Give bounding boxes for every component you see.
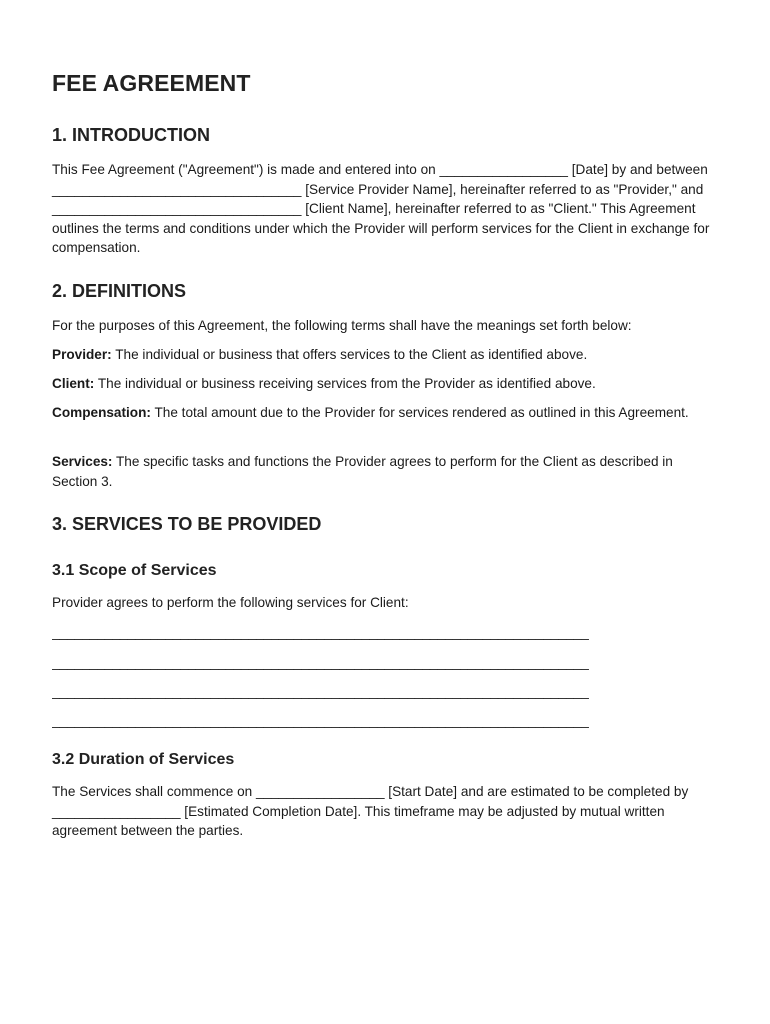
definition-term: Provider: (52, 347, 112, 362)
definition-services (52, 452, 720, 491)
document-title: FEE AGREEMENT (52, 70, 251, 96)
section-heading-services: 3. SERVICES TO BE PROVIDED (52, 514, 322, 534)
subsection-heading-duration: 3.2 Duration of Services (52, 751, 235, 768)
section-heading-definitions: 2. DEFINITIONS (52, 281, 187, 301)
scope-blank-line[interactable]: _______________________________________________________________________ (52, 684, 589, 699)
definition-term: Services: (52, 454, 113, 469)
definition-provider (52, 345, 720, 365)
duration-paragraph: The Services shall commence on _________________ [Start Date] and are estimated to be completed by _________________ [Estimated Completion Date]. This timeframe may be adjusted by mutual written agreement between the parties. (52, 784, 689, 839)
definition-compensation (52, 403, 720, 423)
introduction-paragraph: This Fee Agreement ("Agreement") is made and entered into on _________________ [Date] by and between _________________________________ [Service Provider Name], hereinafter referred to as "Provider," and _________________________________ [Client Name], hereinafter referred to as "Client." This Agreement outlines the terms and conditions under which the Provider will perform services for the Client in exchange for compensation. (52, 162, 710, 256)
scope-blank-line[interactable]: _______________________________________________________________________ (52, 713, 589, 728)
section-heading-introduction: 1. INTRODUCTION (52, 125, 211, 145)
definition-text: The individual or business receiving services from the Provider as identified above. (94, 376, 596, 391)
definition-text: The total amount due to the Provider for services rendered as outlined in this Agreement. (150, 405, 689, 420)
scope-blank-line[interactable]: _______________________________________________________________________ (52, 625, 589, 640)
definition-term: Compensation: (52, 405, 151, 420)
definition-client (52, 374, 720, 394)
subsection-heading-scope: 3.1 Scope of Services (52, 562, 217, 579)
scope-intro: Provider agrees to perform the following services for Client: (52, 595, 409, 610)
definition-text: The individual or business that offers services to the Client as identified above. (111, 347, 588, 362)
definitions-intro: For the purposes of this Agreement, the following terms shall have the meanings set forth below: (52, 318, 632, 333)
scope-blank-line[interactable]: _______________________________________________________________________ (52, 655, 589, 670)
definition-term: Client: (52, 376, 95, 391)
definition-text: The specific tasks and functions the Provider agrees to perform for the Client as described in Section 3. (52, 454, 673, 489)
